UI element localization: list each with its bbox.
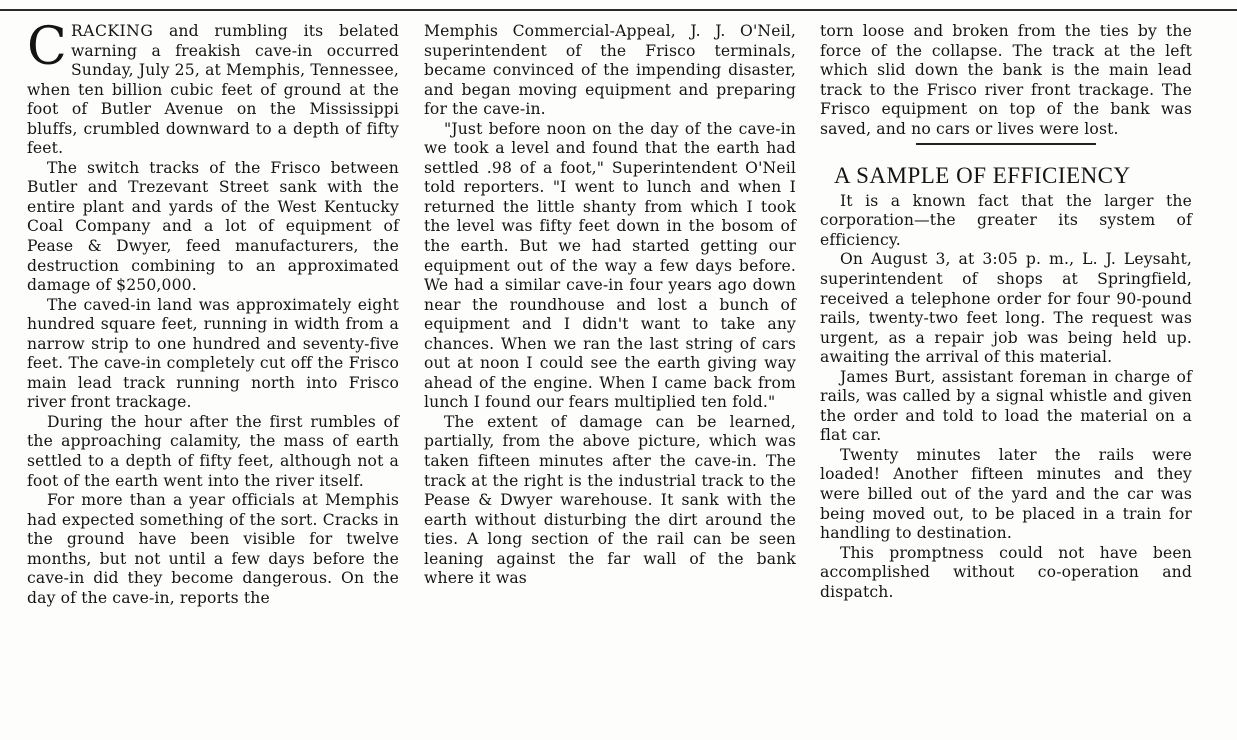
article-cave-in-paragraph-2: The switch tracks of the Frisco between Butler and Trezevant Street sank with the entire plant and yards of the West Kentucky Coal Company and a lot of equipment of Pease & Dwyer, feed manufacturers, the destruction combining to an approximated damage of $250,000. bbox=[27, 158, 399, 295]
drop-cap: C bbox=[27, 17, 67, 77]
article-cave-in-paragraph-1 bbox=[27, 17, 399, 159]
article-divider bbox=[916, 143, 1096, 145]
column-2 bbox=[424, 22, 796, 589]
top-rule bbox=[0, 9, 1237, 11]
column-1 bbox=[27, 17, 399, 608]
article-efficiency-paragraph-5: This promptness could not have been accomplished without co-operation and dispatch. bbox=[820, 543, 1192, 601]
article-efficiency-paragraph-1: It is a known fact that the larger the corporation—the greater its system of efficiency. bbox=[820, 191, 1192, 249]
article-efficiency-paragraph-3: James Burt, assistant foreman in charge of rails, was called by a signal whistle and given the order and told to load the material on a flat car. bbox=[820, 367, 1192, 445]
article-cave-in-paragraph-5: For more than a year officials at Memphis had expected something of the sort. Cracks in the ground have been visible for twelve months, but not until a few days before the cave-in did they become dangerous. On the day of the cave-in, reports the bbox=[27, 491, 399, 607]
article-heading: A SAMPLE OF EFFICIENCY bbox=[834, 162, 1131, 188]
lead-word: RACKING bbox=[70, 22, 154, 40]
lead-paragraph-text: and rumbling its belated warning a freakish cave-in occurred Sunday, July 25, at Memphis, Tennessee, when ten billion cubic feet of ground at the foot of Butler Avenue on the Mississippi bluffs, crumbled downward to a depth of fifty feet. bbox=[27, 22, 399, 158]
article-cave-in-paragraph-3: The caved-in land was approximately eight hundred square feet, running in width from a narrow strip to one hundred and seventy-five feet. The cave-in completely cut off the Frisco main lead track running north into Frisco river front trackage. bbox=[27, 295, 399, 412]
article-cave-in-paragraph-6: "Just before noon on the day of the cave-in we took a level and found that the earth had settled .98 of a foot," Superintendent O'Neil told reporters. "I went to lunch and when I returned the little shanty from which I took the level was fifty feet down in the bosom of the earth. But we had started getting our equipment out of the way a few days before. We had a similar cave-in four years ago down near the roundhouse and lost a bunch of equipment and I didn't want to take any chances. When we ran the last string of cars out at noon I could see the earth giving way ahead of the engine. When I came back from lunch I found our fears multiplied ten fold." bbox=[424, 119, 796, 412]
article-efficiency-paragraph-4: Twenty minutes later the rails were loaded! Another fifteen minutes and they were billed out of the yard and the car was being moved out, to be placed in a train for handling to destination. bbox=[820, 445, 1192, 543]
article-efficiency-paragraph-2: On August 3, at 3:05 p. m., L. J. Leysaht, superintendent of shops at Springfield, received a telephone order for four 90-pound rails, twenty-two feet long. The request was urgent, as a repair job was being held up. awaiting the arrival of this material. bbox=[820, 250, 1192, 367]
article-cave-in-paragraph-7-continued: torn loose and broken from the ties by the force of the collapse. The track at the left which slid down the bank is the main lead track to the Frisco river front trackage. The Frisco equipment on top of the bank was saved, and no cars or lives were lost. bbox=[820, 22, 1192, 138]
article-cave-in-paragraph-4: During the hour after the first rumbles of the approaching calamity, the mass of earth settled to a depth of fifty feet, although not a foot of the earth went into the river itself. bbox=[27, 412, 399, 490]
article-cave-in-paragraph-7: The extent of damage can be learned, partially, from the above picture, which was taken fifteen minutes after the cave-in. The track at the right is the industrial track to the Pease & Dwyer warehouse. It sank with the earth without disturbing the dirt around the ties. A long section of the rail can be seen leaning against the far wall of the bank where it was bbox=[424, 412, 796, 588]
article-cave-in-paragraph-5-continued: Memphis Commercial-Appeal, J. J. O'Neil, superintendent of the Frisco terminals, became convinced of the impending disaster, and began moving equipment and preparing for the cave-in. bbox=[424, 22, 796, 119]
column-3 bbox=[820, 22, 1192, 602]
